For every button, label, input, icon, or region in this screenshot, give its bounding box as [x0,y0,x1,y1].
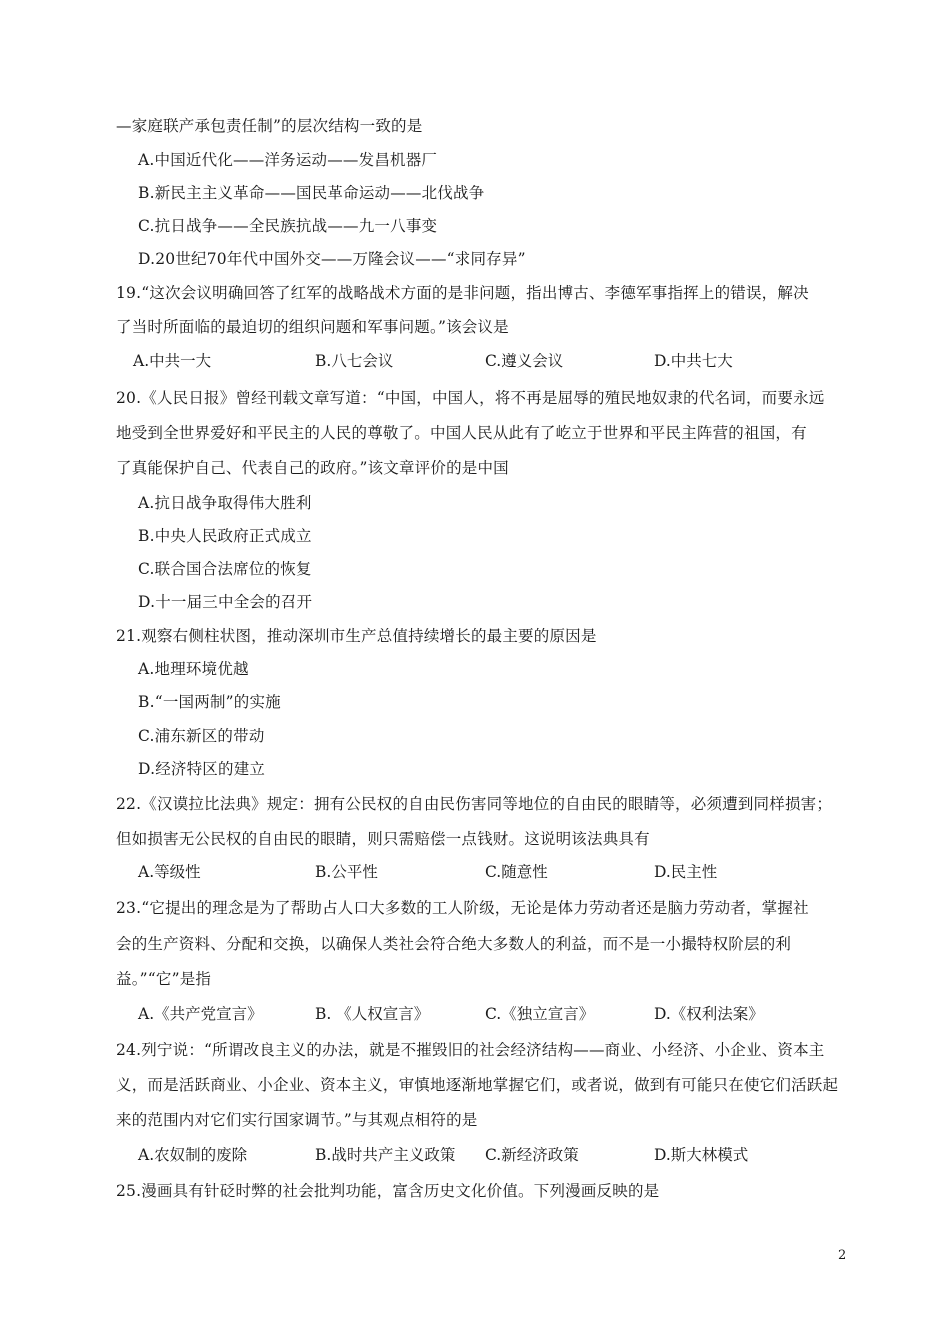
q18-option-c: C.抗日战争——全民族抗战——九一八事变 [138,217,438,235]
q24-stem-line3: 来的范围内对它们实行国家调节。”与其观点相符的是 [116,1111,478,1129]
q19-option-d: D.中共七大 [654,352,733,370]
q21-stem: 21.观察右侧柱状图，推动深圳市生产总值持续增长的最主要的原因是 [116,627,597,645]
page-number: 2 [838,1248,847,1263]
q18-stem-tail: —家庭联产承包责任制”的层次结构一致的是 [116,117,423,135]
q20-option-d: D.十一届三中全会的召开 [138,593,313,611]
q20-option-c: C.联合国合法席位的恢复 [138,560,312,578]
q21-option-c: C.浦东新区的带动 [138,727,265,745]
q22-stem-line2: 但如损害无公民权的自由民的眼睛，则只需赔偿一点钱财。这说明该法典具有 [116,830,650,848]
q20-option-a: A.抗日战争取得伟大胜利 [138,494,312,512]
q20-option-b: B.中央人民政府正式成立 [138,527,312,545]
q19-stem-line2: 了当时所面临的最迫切的组织问题和军事问题。”该会议是 [116,318,509,336]
q23-stem-line2: 会的生产资料、分配和交换，以确保人类社会符合绝大多数人的利益，而不是一小撮特权阶层的利 [116,935,792,953]
q22-option-a: A.等级性 [138,863,201,881]
q18-option-a: A.中国近代化——洋务运动——发昌机器厂 [138,151,438,169]
q23-option-b: B. 《人权宣言》 [315,1005,430,1023]
q20-stem-line1: 20.《人民日报》曾经刊载文章写道：“中国，中国人，将不再是屈辱的殖民地奴隶的代名词，而要永远 [116,389,825,407]
q24-option-c: C.新经济政策 [485,1146,579,1164]
q20-stem-line2: 地受到全世界爱好和平民主的人民的尊敬了。中国人民从此有了屹立于世界和平民主阵营的祖国，有 [116,424,807,442]
q18-option-b: B.新民主主义革命——国民革命运动——北伐战争 [138,184,485,202]
q24-stem-line2: 义，而是活跃商业、小企业、资本主义，审慎地逐渐地掌握它们，或者说，做到有可能只在使它们活跃起 [116,1076,839,1094]
q18-option-d: D.20世纪70年代中国外交——万隆会议——“求同存异” [138,250,526,268]
q22-option-c: C.随意性 [485,863,548,881]
q24-option-b: B.战时共产主义政策 [315,1146,456,1164]
q21-option-a: A.地理环境优越 [138,660,249,678]
q19-stem-line1: 19.“这次会议明确回答了红军的战略战术方面的是非问题，指出博古、李德军事指挥上的错误，解决 [116,284,809,302]
q22-option-b: B.公平性 [315,863,378,881]
q19-option-c: C.遵义会议 [485,352,564,370]
q23-stem-line1: 23.“它提出的理念是为了帮助占人口大多数的工人阶级，无论是体力劳动者还是脑力劳动者，掌握社 [116,899,809,917]
q22-stem-line1: 22.《汉谟拉比法典》规定：拥有公民权的自由民伤害同等地位的自由民的眼睛等，必须遭到同样损害； [116,795,833,813]
q22-option-d: D.民主性 [654,863,718,881]
q25-stem: 25.漫画具有针砭时弊的社会批判功能，富含历史文化价值。下列漫画反映的是 [116,1182,660,1200]
q24-option-a: A.农奴制的废除 [138,1146,248,1164]
q20-stem-line3: 了真能保护自己、代表自己的政府。”该文章评价的是中国 [116,459,509,477]
q24-option-d: D.斯大林模式 [654,1146,749,1164]
q21-option-d: D.经济特区的建立 [138,760,266,778]
q21-option-b: B.“一国两制”的实施 [138,693,281,711]
q19-option-a: A.中共一大 [133,352,212,370]
q23-option-a: A.《共产党宣言》 [138,1005,263,1023]
q23-option-c: C.《独立宣言》 [485,1005,595,1023]
q19-option-b: B.八七会议 [315,352,394,370]
q23-option-d: D.《权利法案》 [654,1005,764,1023]
q23-stem-line3: 益。”“它”是指 [116,970,212,988]
q24-stem-line1: 24.列宁说：“所谓改良主义的办法，就是不摧毁旧的社会经济结构——商业、小经济、小企业、资本主 [116,1041,825,1059]
